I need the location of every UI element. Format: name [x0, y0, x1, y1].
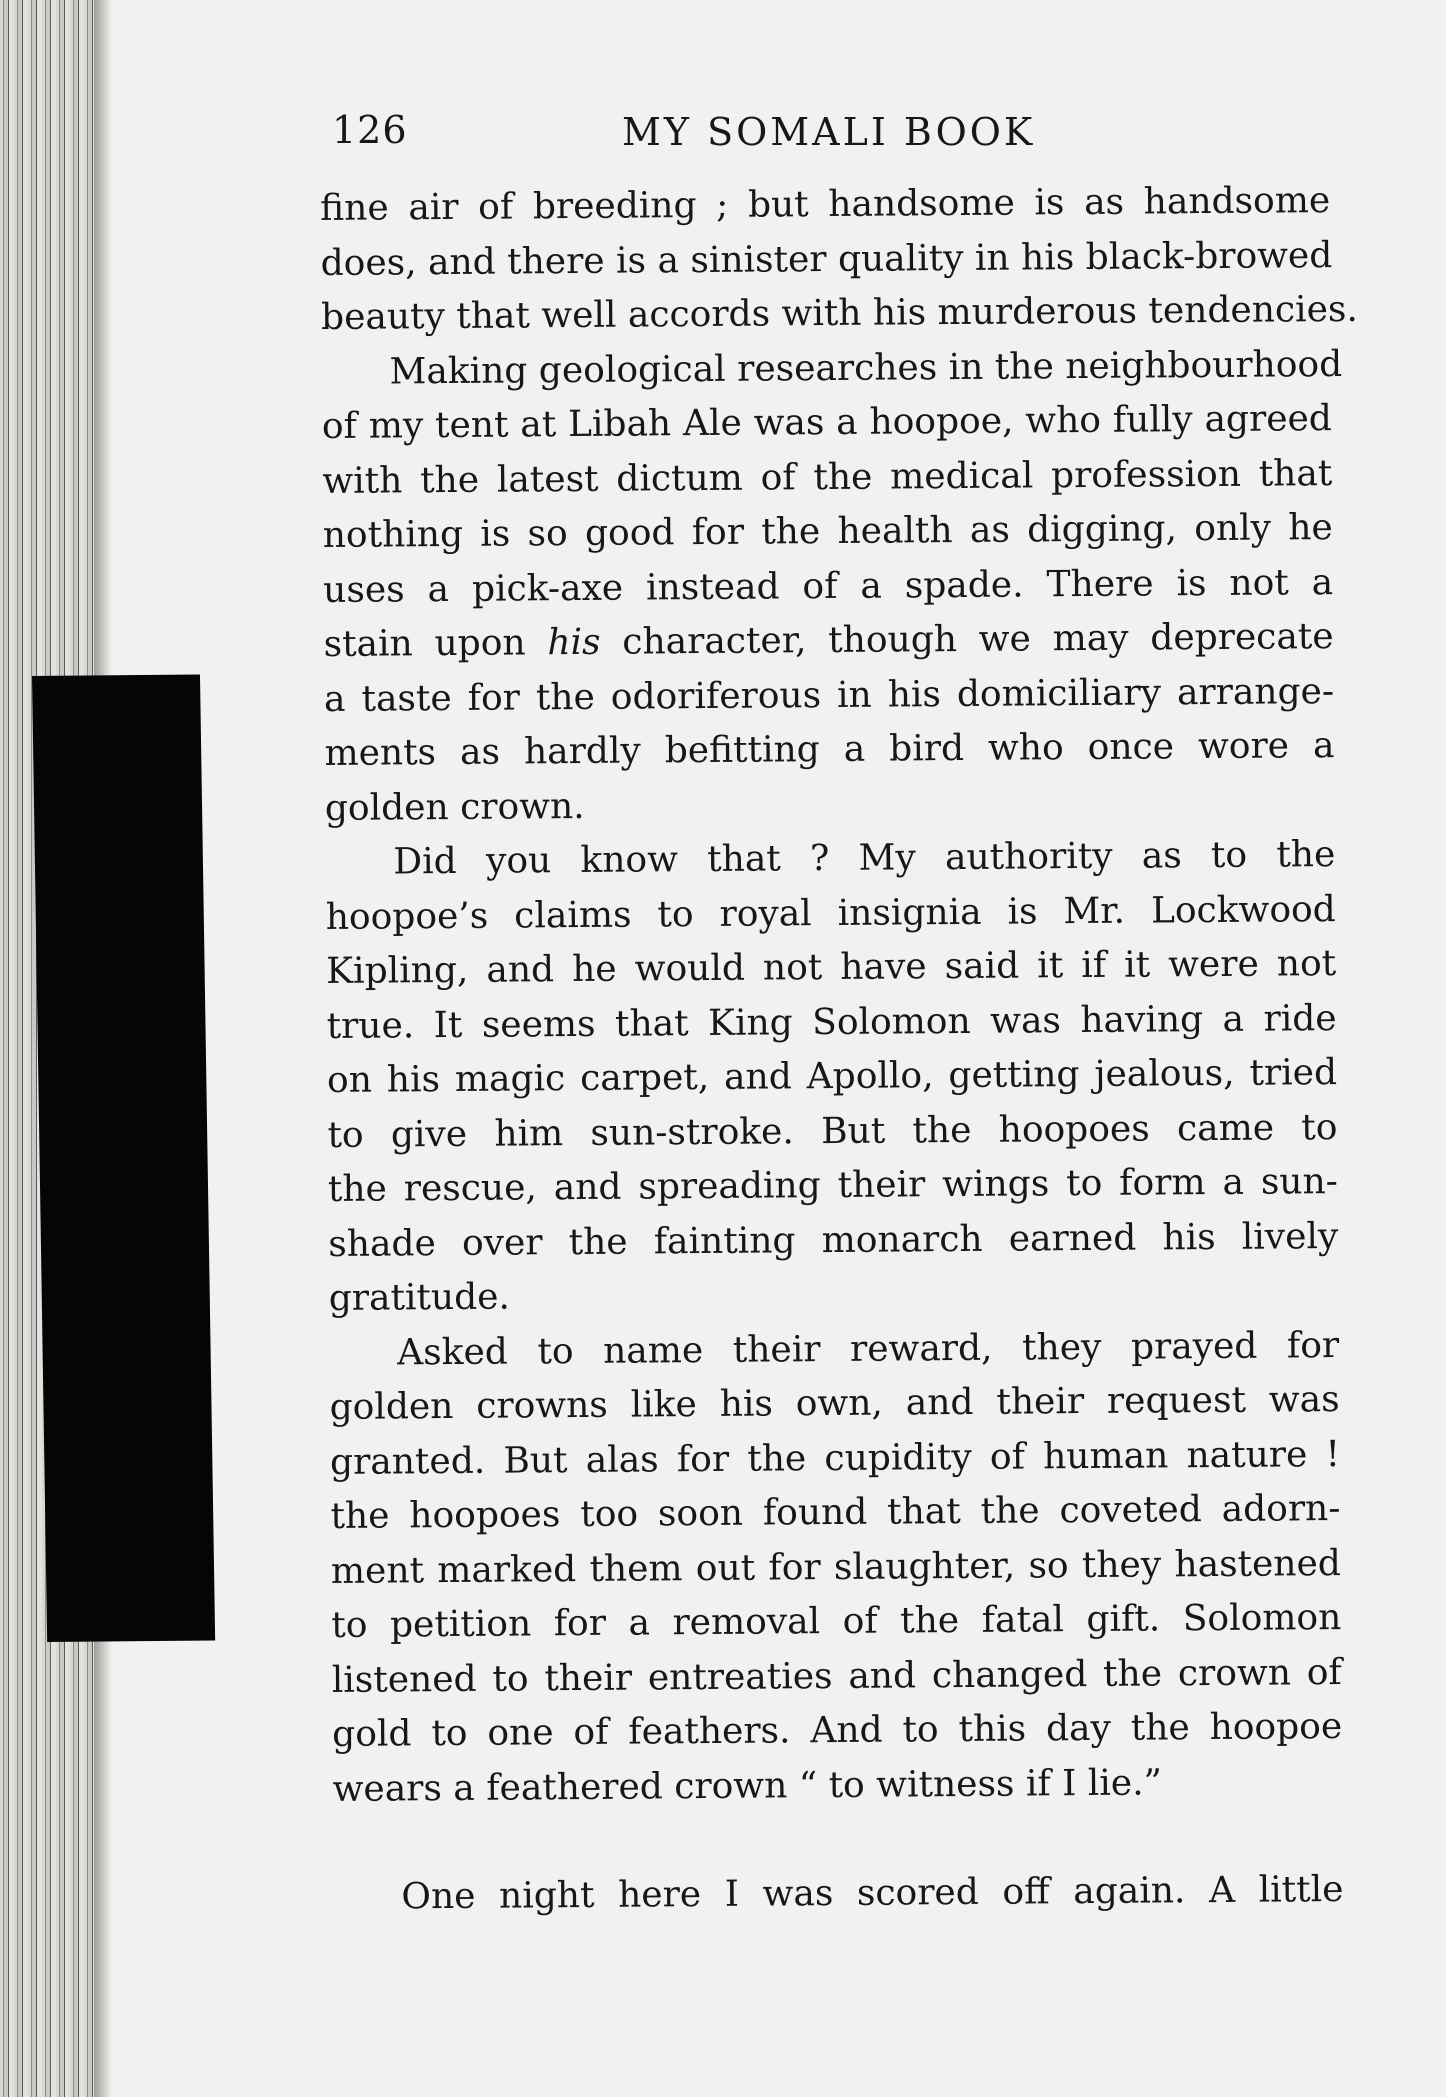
text-fragment: character, though we may deprecate: [622, 616, 1334, 663]
text-line: Kipling, and he would not have said it if it were not: [326, 943, 1337, 992]
text-fragment: stain upon: [323, 622, 526, 665]
text-line-with-italic: [323, 610, 1333, 672]
page-number: 126: [332, 108, 408, 152]
text-line: wears a feathered crown “ to witness if I lie.”: [332, 1761, 1163, 1810]
text-line: gratitude.: [328, 1276, 511, 1319]
section-break: [333, 1809, 1343, 1871]
text-line: the hoopoes too soon found that the coveted adorn-: [330, 1488, 1341, 1537]
text-line: of my tent at Libah Ale was a hoopoe, who fully agreed: [321, 398, 1333, 447]
bookmark-strip: [32, 675, 215, 1642]
text-line: does, and there is a sinister quality in his black-browed: [320, 234, 1333, 284]
text-line: beauty that well accords with his murderous tendencies.: [320, 288, 1358, 338]
text-line: hoopoe’s claims to royal insignia is Mr. Lockwood: [325, 888, 1336, 938]
body-text: [320, 174, 1358, 1925]
text-line: on his magic carpet, and Apollo, getting jealous, tried: [326, 1052, 1338, 1101]
text-line: the rescue, and spreading their wings to form a sun-: [327, 1161, 1339, 1210]
text-line: fine air of breeding ; but handsome is as handsome: [320, 180, 1331, 229]
text-line: uses a pick-axe instead of a spade. There is not a: [323, 561, 1334, 611]
text-line: a taste for the odoriferous in his domiciliary arrange-: [323, 670, 1335, 720]
running-title: MY SOMALI BOOK: [622, 110, 1036, 154]
italic-word: his: [547, 621, 601, 664]
text-line: nothing is so good for the health as digging, only he: [322, 507, 1333, 556]
text-line: to petition for a removal of the fatal gift. Solomon: [331, 1597, 1342, 1646]
text-line: golden crowns like his own, and their request was: [329, 1379, 1340, 1428]
text-line: ment marked them out for slaughter, so they hastened: [330, 1542, 1342, 1592]
text-line: golden crown.: [324, 785, 585, 829]
page-header: [332, 108, 1332, 168]
text-line: One night here I was scored off again. A little: [401, 1869, 1344, 1918]
text-line: Did you know that ? My authority as to the: [393, 834, 1336, 883]
text-line: listened to their entreaties and changed the crown of: [331, 1651, 1342, 1701]
text-line: shade over the fainting monarch earned his lively: [328, 1215, 1339, 1265]
text-line: Making geological researches in the neighbourhood: [389, 343, 1343, 392]
text-line: true. It seems that King Solomon was having a ride: [326, 997, 1337, 1047]
text-line: Asked to name their reward, they prayed for: [397, 1324, 1340, 1373]
text-line: gold to one of feathers. And to this day the hoopoe: [332, 1706, 1343, 1755]
text-line: ments as hardly befitting a bird who once wore a: [324, 725, 1335, 774]
text-line: to give him sun-stroke. But the hoopoes came to: [327, 1106, 1338, 1156]
text-line: granted. But alas for the cupidity of human nature !: [329, 1433, 1341, 1483]
text-line: with the latest dictum of the medical profession that: [322, 452, 1333, 502]
